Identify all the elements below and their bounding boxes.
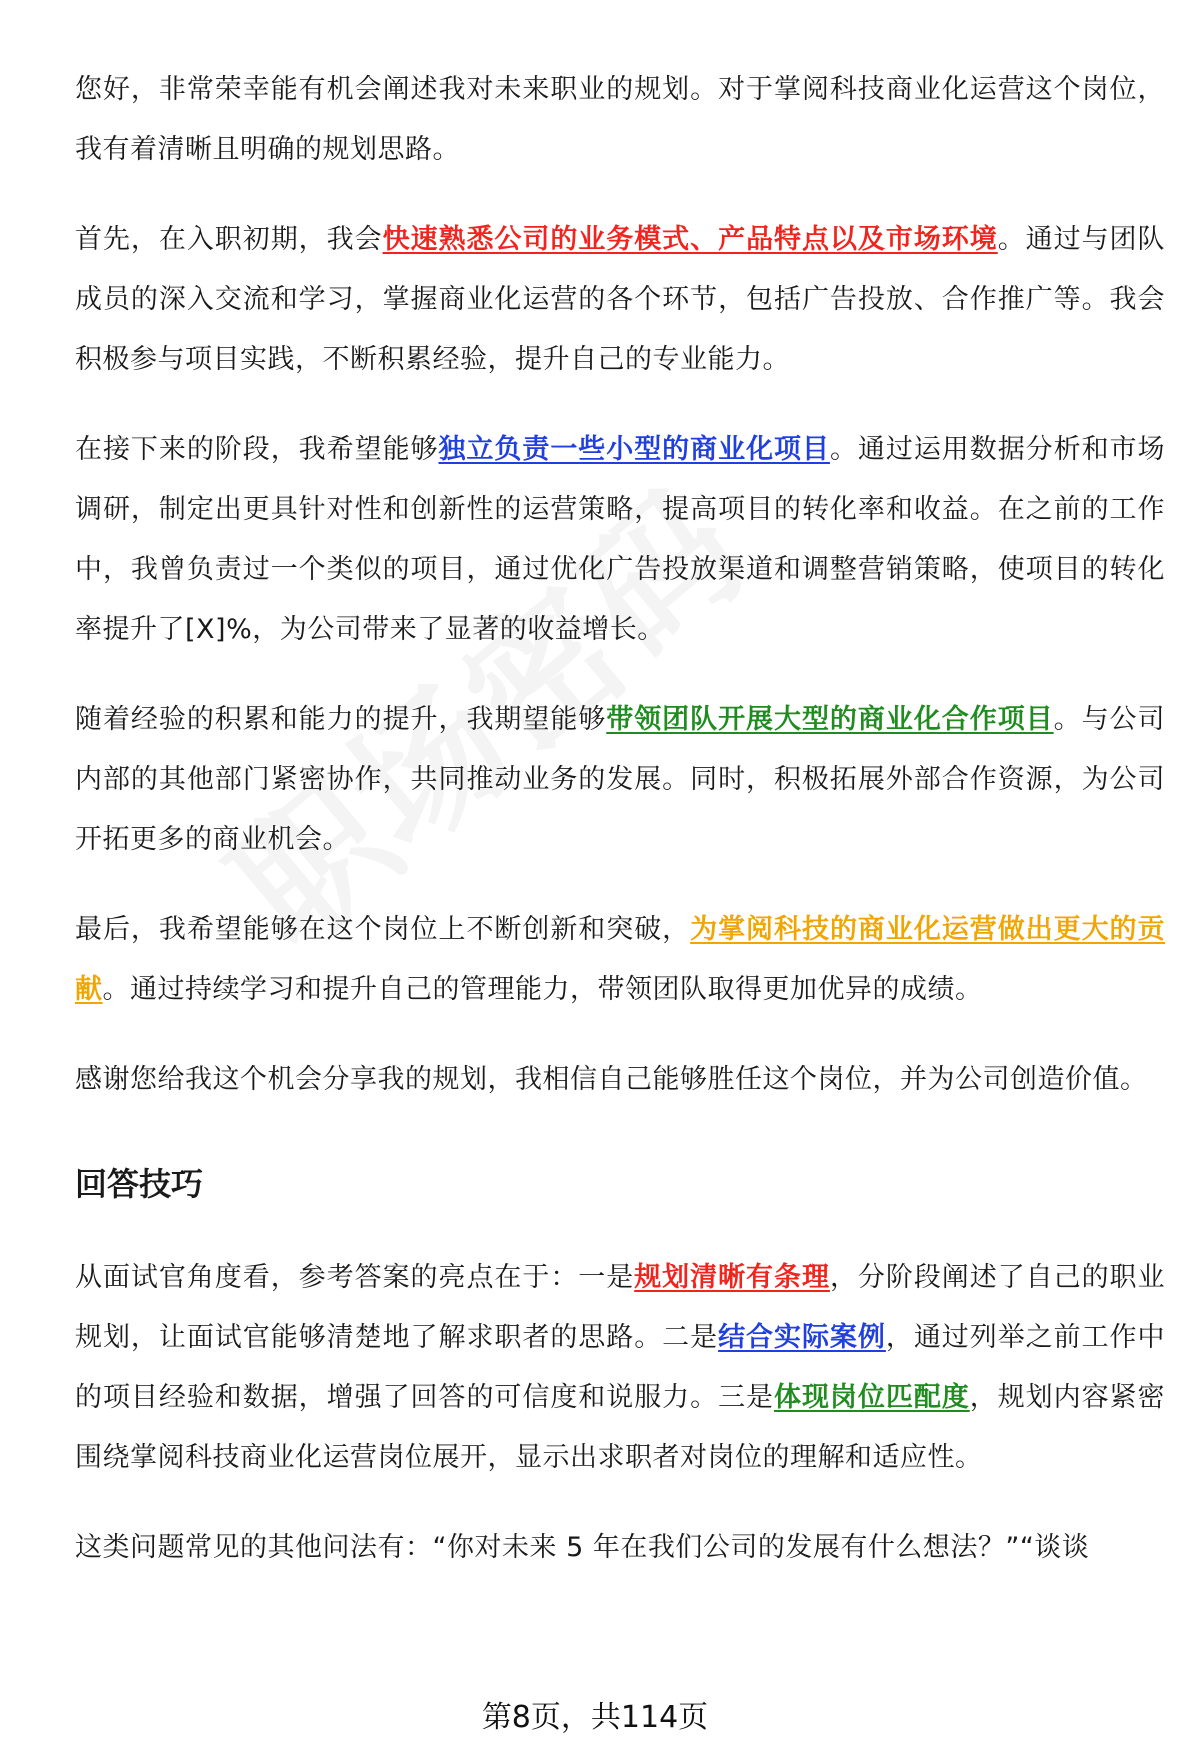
paragraph-stage-1 bbox=[75, 210, 1165, 390]
paragraph-intro bbox=[75, 60, 1165, 180]
paragraph-text: 从面试官角度看，参考答案的亮点在于：一是 bbox=[75, 1262, 635, 1293]
paragraph-closing bbox=[75, 1050, 1165, 1110]
paragraph-text: 您好，非常荣幸能有机会阐述我对未来职业的规划。对于掌阅科技商业化运营这个岗位，我有着清晰且明确的规划思路。 bbox=[75, 74, 1165, 165]
paragraph-text: 。通过与团队成员的深入交流和学习，掌握商业化运营的各个环节，包括广告投放、合作推广等。我会积极参与项目实践，不断积累经验，提升自己的专业能力。 bbox=[75, 224, 1166, 375]
paragraph-text: 。通过持续学习和提升自己的管理能力，带领团队取得更加优异的成绩。 bbox=[102, 974, 983, 1005]
paragraph-text: 感谢您给我这个机会分享我的规划，我相信自己能够胜任这个岗位，并为公司创造价值。 bbox=[75, 1064, 1148, 1095]
paragraph-text: ，分阶段阐述了自己的职业规划，让面试官能够清楚地了解求职者的思路。二是 bbox=[75, 1262, 1166, 1353]
paragraph-text: ，规划内容紧密围绕掌阅科技商业化运营岗位展开，显示出求职者对岗位的理解和适应性。 bbox=[75, 1382, 1166, 1473]
highlight-blue: 结合实际案例 bbox=[718, 1322, 886, 1353]
highlight-green: 体现岗位匹配度 bbox=[774, 1382, 970, 1413]
paragraph-text: 随着经验的积累和能力的提升，我期望能够 bbox=[75, 704, 607, 735]
paragraph-text: 。与公司内部的其他部门紧密协作，共同推动业务的发展。同时，积极拓展外部合作资源，为公司开拓更多的商业机会。 bbox=[75, 704, 1166, 855]
highlight-blue: 独立负责一些小型的商业化项目 bbox=[438, 434, 830, 465]
paragraph-text: 首先，在入职初期，我会 bbox=[75, 224, 383, 255]
page-number: 第8页，共114页 bbox=[481, 1700, 709, 1735]
section-title: 回答技巧 bbox=[75, 1165, 204, 1203]
highlight-orange: 为掌阅科技的商业化运营做出更大的贡献 bbox=[75, 914, 1166, 1005]
paragraph-stage-2 bbox=[75, 420, 1165, 660]
highlight-green: 带领团队开展大型的商业化合作项目 bbox=[606, 704, 1054, 735]
paragraph-text: 。通过运用数据分析和市场调研，制定出更具针对性和创新性的运营策略，提高项目的转化率和收益。在之前的工作中，我曾负责过一个类似的项目，通过优化广告投放渠道和调整营销策略，使项目的转化率提升了[X]%，为公司带来了显著的收益增长。 bbox=[75, 434, 1166, 645]
paragraph-text: ，通过列举之前工作中的项目经验和数据，增强了回答的可信度和说服力。三是 bbox=[75, 1322, 1166, 1413]
paragraph-text: 在接下来的阶段，我希望能够 bbox=[75, 434, 439, 465]
paragraph-continued: 这类问题常见的其他问法有：“你对未来 5 年在我们公司的发展有什么想法？”“谈谈 bbox=[75, 1532, 1090, 1563]
document-body bbox=[75, 60, 1165, 1578]
paragraph-stage-4 bbox=[75, 900, 1165, 1020]
paragraph-stage-3 bbox=[75, 690, 1165, 870]
paragraph-text: 最后，我希望能够在这个岗位上不断创新和突破， bbox=[75, 914, 691, 945]
highlight-red: 规划清晰有条理 bbox=[634, 1262, 830, 1293]
highlight-red: 快速熟悉公司的业务模式、产品特点以及市场环境 bbox=[382, 224, 998, 255]
paragraph-tips bbox=[75, 1248, 1165, 1488]
